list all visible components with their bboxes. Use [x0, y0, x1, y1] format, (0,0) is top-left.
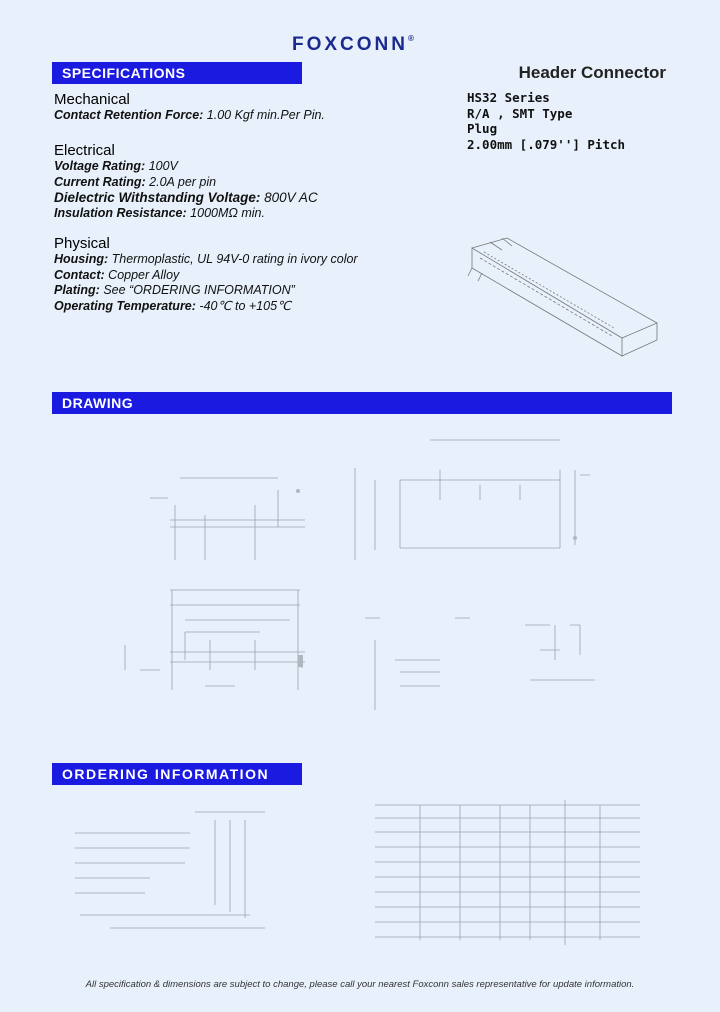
footer-disclaimer: All specification & dimensions are subject to change, please call your nearest Foxconn sales representative for update information.	[85, 979, 635, 990]
insulation-resistance-spec: Insulation Resistance: 1000MΩ min.	[54, 205, 265, 220]
ordering-information-heading: ORDERING INFORMATION	[52, 763, 302, 785]
plating-spec: Plating: See “ORDERING INFORMATION”	[54, 283, 295, 297]
product-pitch: 2.00mm [.079''] Pitch	[467, 136, 626, 152]
dielectric-voltage-spec: Dielectric Withstanding Voltage: 800V AC	[54, 190, 318, 205]
physical-heading: Physical	[54, 235, 110, 252]
housing-spec: Housing: Thermoplastic, UL 94V-0 rating in ivory color	[54, 252, 358, 266]
mechanical-heading: Mechanical	[54, 91, 130, 108]
specifications-heading: SPECIFICATIONS	[52, 62, 302, 84]
product-gender: Plug	[467, 121, 498, 136]
contact-retention-spec: Contact Retention Force: 1.00 Kgf min.Per Pin.	[54, 108, 325, 122]
electrical-heading: Electrical	[54, 142, 115, 159]
foxconn-logo: FOXCONN®	[292, 34, 414, 55]
product-type: R/A , SMT Type	[467, 105, 573, 121]
current-rating-spec: Current Rating: 2.0A per pin	[54, 174, 217, 189]
voltage-rating-spec: Voltage Rating: 100V	[54, 159, 178, 173]
contact-spec: Contact: Copper Alloy	[54, 267, 180, 282]
operating-temperature-spec: Operating Temperature: -40℃ to +105℃	[54, 298, 292, 313]
drawing-heading: DRAWING	[52, 392, 672, 414]
product-series: HS32 Series	[467, 90, 550, 105]
product-title: Header Connector	[518, 63, 666, 82]
